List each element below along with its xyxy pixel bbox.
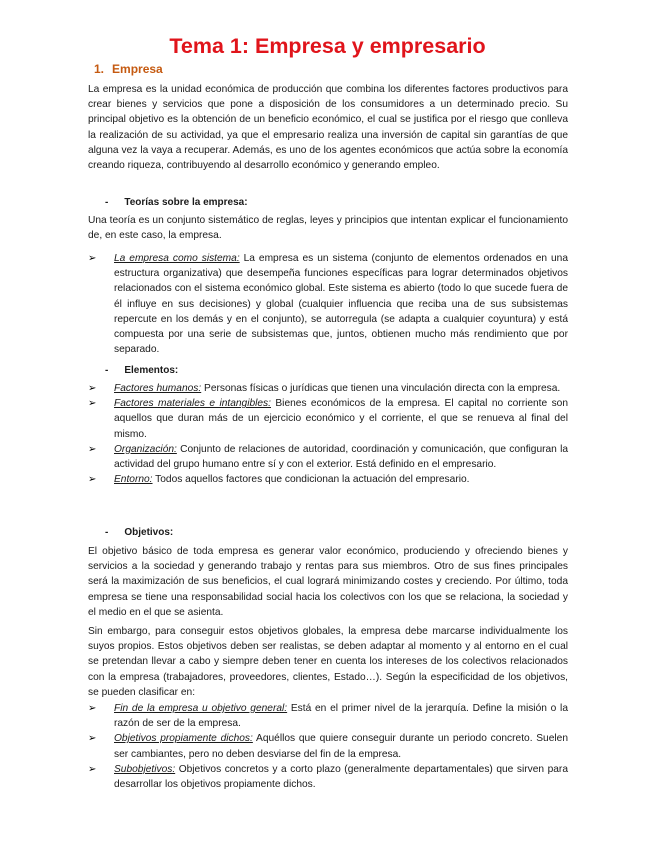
arrow-bullet-icon: ➢ <box>88 253 97 264</box>
subheading-elementos <box>105 364 178 378</box>
item-text: Está en el primer nivel de la jerarquía. Define la misión o la razón de ser de la empresa. <box>114 703 568 730</box>
teorias-list <box>88 251 568 357</box>
section-title: Empresa <box>112 62 163 76</box>
arrow-bullet-icon: ➢ <box>88 474 97 486</box>
subheading-teorias <box>105 196 248 210</box>
dash-bullet: - <box>105 197 109 208</box>
item-term: Subobjetivos: <box>114 763 176 775</box>
subheading-objetivos <box>105 526 173 540</box>
objetivos-list <box>88 701 568 792</box>
item-text: Objetivos concretos y a corto plazo (generalmente departamentales) que sirven para desarrollar los objetivos propiamente dichos. <box>114 763 568 791</box>
subheading-label: Elementos: <box>124 365 179 376</box>
dash-bullet: - <box>105 527 109 538</box>
list-item <box>88 381 568 396</box>
arrow-bullet-icon: ➢ <box>88 733 97 745</box>
item-text: Personas físicas o jurídicas que tienen una vinculación directa con la empresa. <box>201 383 561 394</box>
item-text: Todos aquellos factores que condicionan la actuación del empresario. <box>152 474 470 486</box>
page-title: Tema 1: Empresa y empresario <box>169 34 486 58</box>
item-text: Bienes económicos de la empresa. El capital no corriente son aquellos que duran más de un ejercicio económico y el corriente, el que se renueva al final del mismo. <box>114 398 568 440</box>
list-item <box>88 762 568 792</box>
objetivos-paragraph-1: El objetivo básico de toda empresa es generar valor económico, produciendo y ofreciendo bienes y servicios a la sociedad y generando trabajo y rentas para sus miembros. Otro de sus fines principales será la maximización de sus beneficios, el cual logrará minimizando costes y creciendo. Por último, toda empresa se tiene una responsabilidad social hacia los colectivos con los que se relaciona, la sociedad y el medio en el que se asienta. <box>88 546 568 618</box>
objetivos-paragraph-2: Sin embargo, para conseguir estos objetivos globales, la empresa debe marcarse individualmente los suyos propios. Estos objetivos deben ser realistas, se deben adaptar al momento y al entorno en el cual se pretendan llevar a cabo y siempre deben tener en cuenta los intereses de los colectivos relacionados con la empresa (trabajadores, proveedores, clientes, Estado…). Según la especificidad de los objetivos, se pueden clasificar en: <box>88 626 568 698</box>
list-item <box>88 472 568 487</box>
item-term: La empresa como sistema: <box>114 253 240 264</box>
item-term: Factores humanos: <box>114 383 202 394</box>
arrow-bullet-icon: ➢ <box>88 443 97 455</box>
list-item <box>88 396 568 442</box>
item-text: Conjunto de relaciones de autoridad, coordinación y comunicación, que configuran la actividad del grupo humano entre sí y con el exterior. Está definido en el empresario. <box>114 443 568 471</box>
arrow-bullet-icon: ➢ <box>88 763 97 775</box>
list-item <box>88 701 568 731</box>
item-term: Entorno: <box>114 474 153 486</box>
intro-paragraph: La empresa es la unidad económica de producción que combina los diferentes factores productivos para crear bienes y servicios que pone a disposición de los consumidores a un determinado precio. Su principal objetivo es la obtención de un beneficio económico, el cual se justifica por el riesgo que conlleva la realización de su actividad, ya que el empresario realiza una inversión de capital sin garantías de que alguna vez la vaya a recuperar. Además, es uno de los agentes económicos que actúa sobre la economía creando riqueza, contribuyendo al desarrollo económico y generando empleo. <box>88 84 568 172</box>
item-term: Objetivos propiamente dichos: <box>114 733 253 745</box>
list-item <box>88 731 568 761</box>
arrow-bullet-icon: ➢ <box>88 703 97 714</box>
item-text: La empresa es un sistema (conjunto de elementos ordenados en una estructura organizativa) que desempeña funciones específicas para lograr determinados objetivos relacionados con el sistema económico global. Este sistema es abierto (todo lo que sucede fuera de él influye en sus decisiones) y global (cualquier influencia que reciba una de sus subsistemas repercute en los demás y en el conjunto), se autorregula (se adapta a cualquier coyuntura) y está compuesta por una serie de subsistemas que, juntos, obtienen mucho más rendimiento que por separado. <box>114 253 568 356</box>
item-term: Organización: <box>114 443 177 455</box>
item-text: Aquéllos que quiere conseguir durante un periodo concreto. Suelen ser cambiantes, pero no deben desviarse del fin de la empresa. <box>114 733 568 760</box>
subheading-label: Objetivos: <box>124 527 174 538</box>
item-term: Fin de la empresa u objetivo general: <box>114 703 288 714</box>
item-term: Factores materiales e intangibles: <box>114 398 271 410</box>
section-heading-empresa <box>94 62 163 77</box>
list-item <box>88 251 568 357</box>
dash-bullet: - <box>105 365 109 376</box>
section-number: 1. <box>94 62 105 76</box>
elementos-list <box>88 381 568 487</box>
arrow-bullet-icon: ➢ <box>88 383 97 394</box>
arrow-bullet-icon: ➢ <box>88 398 97 410</box>
teorias-paragraph: Una teoría es un conjunto sistemático de reglas, leyes y principios que intentan explicar el funcionamiento de, en este caso, la empresa. <box>88 215 568 242</box>
subheading-label: Teorías sobre la empresa: <box>124 197 248 208</box>
list-item <box>88 442 568 472</box>
